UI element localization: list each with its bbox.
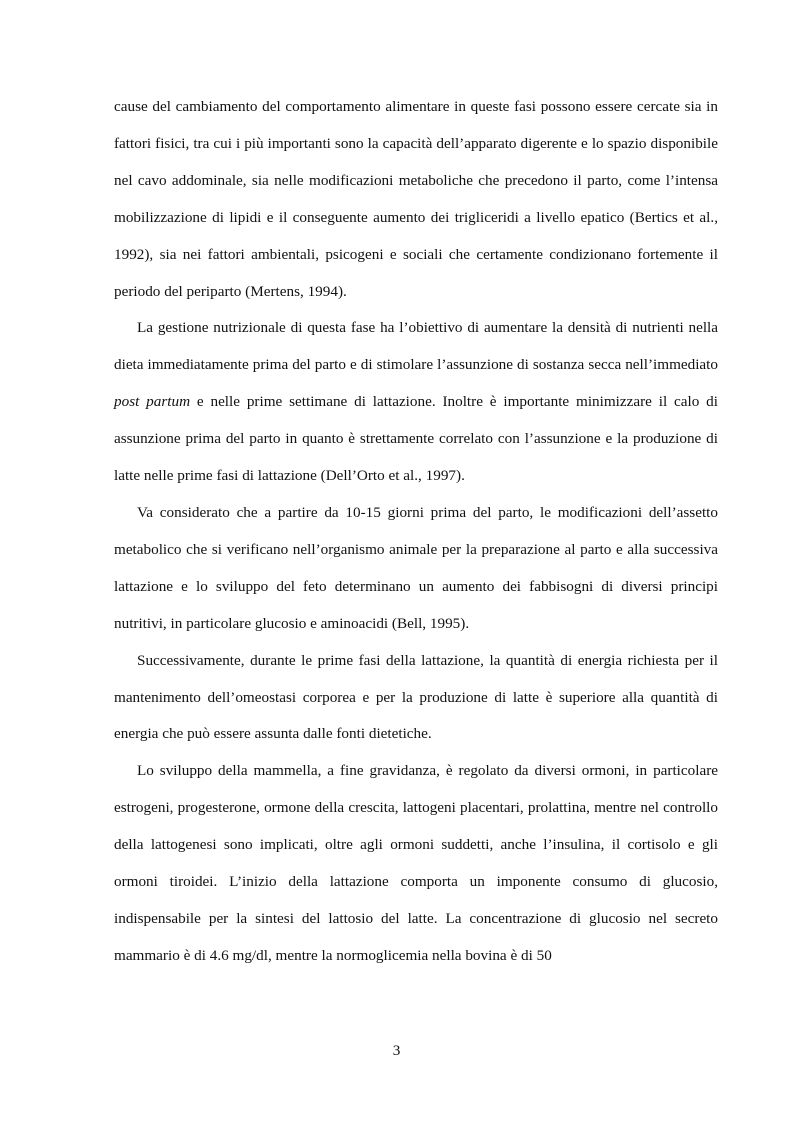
paragraph-2-text-end: e nelle prime settimane di lattazione. Inoltre è importante minimizzare il calo di assunzione prima del parto in quanto è strettamente correlato con l’assunzione e la produzione di latte nelle prime fasi di lattazione (Dell’Orto et al., 1997). xyxy=(114,393,718,485)
page-number: 3 xyxy=(392,1042,401,1059)
paragraph-4: Successivamente, durante le prime fasi della lattazione, la quantità di energia richiesta per il mantenimento dell’omeostasi corporea e per la produzione di latte è superiore alla quantità di energia che può essere assunta dalle fonti dietetiche. xyxy=(114,651,718,743)
paragraph-2 xyxy=(114,310,718,495)
document-body xyxy=(114,89,718,975)
paragraph-3: Va considerato che a partire da 10-15 giorni prima del parto, le modificazioni dell’assetto metabolico che si verificano nell’organismo animale per la preparazione al parto e alla successiva lattazione e lo sviluppo del feto determinano un aumento dei fabbisogni di diversi principi nutritivi, in particolare glucosio e aminoacidi (Bell, 1995). xyxy=(114,503,718,632)
paragraph-1: cause del cambiamento del comportamento alimentare in queste fasi possono essere cercate sia in fattori fisici, tra cui i più importanti sono la capacità dell’apparato digerente e lo spazio disponibile nel cavo addominale, sia nelle modificazioni metaboliche che precedono il parto, come l’intensa mobilizzazione di lipidi e il conseguente aumento dei trigliceridi a livello epatico (Bertics et al., 1992), sia nei fattori ambientali, psicogeni e sociali che certamente condizionano fortemente il periodo del periparto (Mertens, 1994). xyxy=(114,98,718,300)
paragraph-2-text-start: La gestione nutrizionale di questa fase ha l’obiettivo di aumentare la densità di nutrienti nella dieta immediatamente prima del parto e di stimolare l’assunzione di sostanza secca nell’immediato xyxy=(114,319,718,374)
paragraph-5: Lo sviluppo della mammella, a fine gravidanza, è regolato da diversi ormoni, in particolare estrogeni, progesterone, ormone della crescita, lattogeni placentari, prolattina, mentre nel controllo della lattogenesi sono implicati, oltre agli ormoni suddetti, anche l’insulina, il cortisolo e gli ormoni tiroidei. L’inizio della lattazione comporta un imponente consumo di glucosio, indispensabile per la sintesi del lattosio del latte. La concentrazione di glucosio nel secreto mammario è di 4.6 mg/dl, mentre la normoglicemia nella bovina è di 50 xyxy=(114,762,718,964)
paragraph-2-italic-term: post partum xyxy=(114,393,191,411)
